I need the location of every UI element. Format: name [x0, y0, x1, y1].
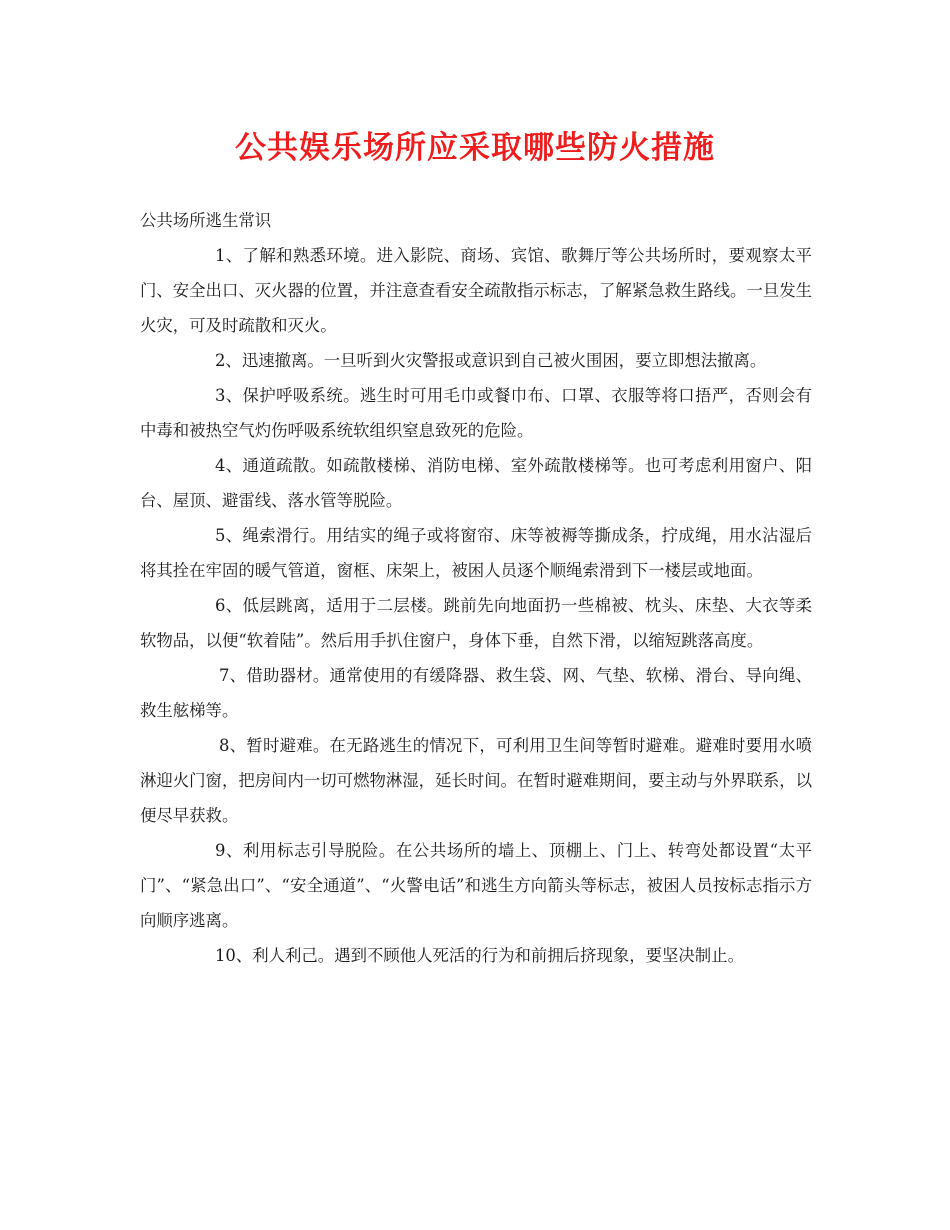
- document-title: 公共娱乐场所应采取哪些防火措施: [235, 130, 715, 166]
- paragraph-3: 3、保护呼吸系统。逃生时可用毛巾或餐巾布、口罩、衣服等将口捂严，否则会有中毒和被热空气灼伤呼吸系统软组织窒息致死的危险。: [140, 386, 812, 440]
- paragraph-5: 5、绳索滑行。用结实的绳子或将窗帘、床等被褥等撕成条，拧成绳，用水沾湿后将其拴在牢固的暖气管道，窗框、床架上，被困人员逐个顺绳索滑到下一楼层或地面。: [140, 526, 812, 580]
- paragraph-2: 2、迅速撤离。一旦听到火灾警报或意识到自己被火围困，要立即想法撤离。: [215, 351, 767, 370]
- paragraph-8: 8、暂时避难。在无路逃生的情况下，可利用卫生间等暂时避难。避难时要用水喷淋迎火门窗，把房间内一切可燃物淋湿，延长时间。在暂时避难期间，要主动与外界联系，以便尽早获救。: [140, 736, 813, 825]
- paragraph-7: 7、借助器材。通常使用的有缓降器、救生袋、网、气垫、软梯、滑台、导向绳、救生舷梯等。: [140, 666, 812, 720]
- paragraph-4: 4、通道疏散。如疏散楼梯、消防电梯、室外疏散楼梯等。也可考虑利用窗户、阳台、屋顶、避雷线、落水管等脱险。: [140, 456, 812, 510]
- paragraph-9: 9、利用标志引导脱险。在公共场所的墙上、顶棚上、门上、转弯处都设置“太平门”、“紧急出口”、“安全通道”、“火警电话”和逃生方向箭头等标志，被困人员按标志指示方向顺序逃离。: [140, 841, 812, 930]
- paragraph-6: 6、低层跳离，适用于二层楼。跳前先向地面扔一些棉被、枕头、床垫、大衣等柔软物品，以便“软着陆”。然后用手扒住窗户，身体下垂，自然下滑，以缩短跳落高度。: [140, 596, 812, 650]
- section-heading: 公共场所逃生常识: [140, 211, 272, 230]
- paragraph-1: 1、了解和熟悉环境。进入影院、商场、宾馆、歌舞厅等公共场所时，要观察太平门、安全出口、灭火器的位置，并注意查看安全疏散指示标志，了解紧急救生路线。一旦发生火灾，可及时疏散和灭火。: [140, 246, 813, 335]
- document-body: [140, 203, 812, 973]
- paragraph-10: 10、利人利己。遇到不顾他人死活的行为和前拥后挤现象，要坚决制止。: [215, 946, 744, 965]
